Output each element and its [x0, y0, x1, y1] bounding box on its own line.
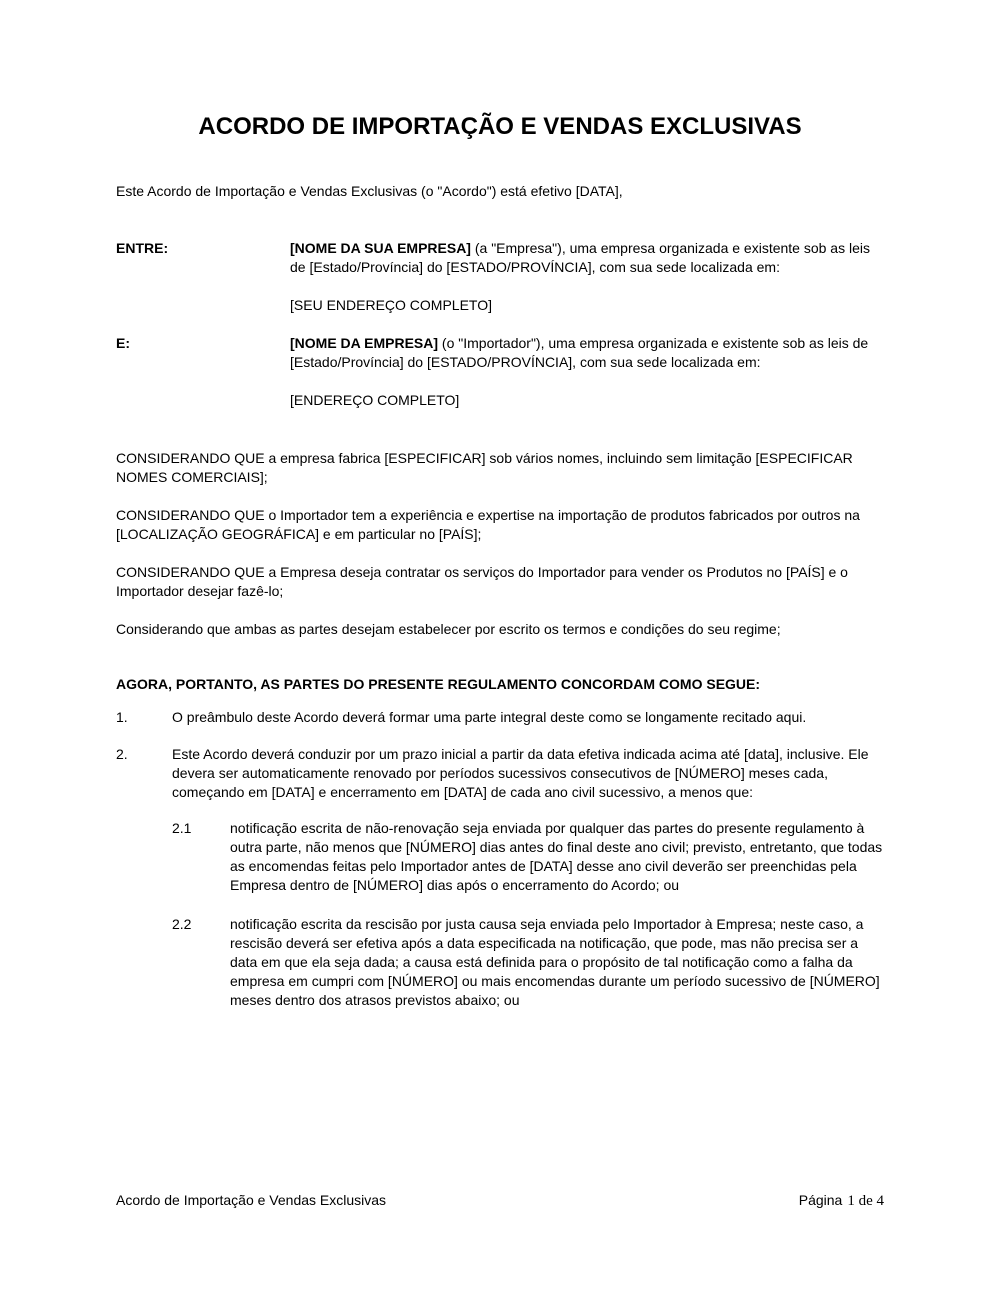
subclause-text: notificação escrita da rescisão por justa causa seja enviada pelo Importador à Empresa; neste caso, a rescisão deverá ser efetiva após a data especificada na notificação, que pode, mas não precisa ser a data em que ela seja dada; a causa está definida para o propósito de tal notificação como a falha da empresa em cumpri com [NÚMERO] ou mais encomendas durante um período sucessivo de [NÚMERO] meses dentro dos atrasos previstos abaixo; ou	[230, 916, 880, 1008]
recitals-section	[116, 449, 884, 639]
importer-name-placeholder: [NOME DA EMPRESA]	[290, 335, 439, 351]
subclause-text: notificação escrita de não-renovação seja enviada por qualquer das partes do presente regulamento à outra parte, não menos que [NÚMERO] dias antes do final deste ano civil; previsto, entretanto, que todas as encomendas feitas pelo Importador antes de [DATA] desse ano civil deverão ser preenchidas pela Empresa dentro de [NÚMERO] dias após o encerramento do Acordo; ou	[230, 820, 883, 893]
page-footer	[116, 1191, 884, 1211]
footer-page-number: 1 de 4	[847, 1193, 884, 1209]
clause-text: O preâmbulo deste Acordo deverá formar uma parte integral deste como se longamente recitado aqui.	[172, 709, 807, 725]
party-label-entre: ENTRE:	[116, 240, 169, 256]
subclause-number: 2.1	[172, 820, 192, 836]
footer-page-label: Página	[798, 1192, 843, 1208]
agreement-heading: AGORA, PORTANTO, AS PARTES DO PRESENTE REGULAMENTO CONCORDAM COMO SEGUE:	[116, 676, 761, 692]
footer-document-title: Acordo de Importação e Vendas Exclusivas	[116, 1192, 387, 1208]
party-content-company	[290, 239, 884, 315]
clause-1	[116, 708, 884, 727]
party-label-e: E:	[116, 335, 130, 351]
party-description-company	[290, 239, 884, 277]
importer-description-text: (o "Importador"), uma empresa organizada e existente sob as leis de [Estado/Província] do [ESTADO/PROVÍNCIA], com sua sede localizada em:	[290, 335, 869, 370]
company-name-placeholder: [NOME DA SUA EMPRESA]	[290, 240, 471, 256]
clause-2	[116, 745, 884, 802]
party-content-importer	[290, 334, 884, 410]
clause-text: Este Acordo deverá conduzir por um prazo inicial a partir da data efetiva indicada acima até [data], inclusive. Ele devera ser automaticamente renovado por períodos sucessivos consecutivos de [NÚMERO] meses cada, começando em [DATA] e encerramento em [DATA] de cada ano civil sucessivo, a menos que:	[172, 746, 869, 800]
company-description-text: (a "Empresa"), uma empresa organizada e existente sob as leis de [Estado/Província] do [ESTADO/PROVÍNCIA], com sua sede localizada em:	[290, 240, 870, 275]
document-title: ACORDO DE IMPORTAÇÃO E VENDAS EXCLUSIVAS	[198, 113, 802, 140]
subclause-number: 2.2	[172, 916, 192, 932]
party-description-importer	[290, 334, 884, 372]
subclause-2-1	[172, 819, 884, 895]
recital-paragraph: Considerando que ambas as partes desejam estabelecer por escrito os termos e condições do seu regime;	[116, 621, 781, 637]
importer-address-placeholder: [ENDEREÇO COMPLETO]	[290, 392, 460, 408]
clause-number: 2.	[116, 746, 128, 762]
recital-paragraph: CONSIDERANDO QUE o Importador tem a experiência e expertise na importação de produtos fabricados por outros na [LOCALIZAÇÃO GEOGRÁFICA] e em particular no [PAÍS];	[116, 507, 860, 542]
intro-paragraph: Este Acordo de Importação e Vendas Exclusivas (o "Acordo") está efetivo [DATA],	[116, 183, 623, 199]
footer-page-indicator	[799, 1191, 884, 1211]
party-row-and	[116, 334, 884, 410]
parties-section	[116, 239, 884, 410]
subclause-2-2	[172, 915, 884, 1010]
company-address-placeholder: [SEU ENDEREÇO COMPLETO]	[290, 297, 493, 313]
recital-paragraph: CONSIDERANDO QUE a Empresa deseja contratar os serviços do Importador para vender os Produtos no [PAÍS] e o Importador desejar fazê-lo;	[116, 564, 848, 599]
recital-paragraph: CONSIDERANDO QUE a empresa fabrica [ESPECIFICAR] sob vários nomes, incluindo sem limitação [ESPECIFICAR NOMES COMERCIAIS];	[116, 450, 853, 485]
clause-number: 1.	[116, 709, 128, 725]
party-row-between	[116, 239, 884, 315]
